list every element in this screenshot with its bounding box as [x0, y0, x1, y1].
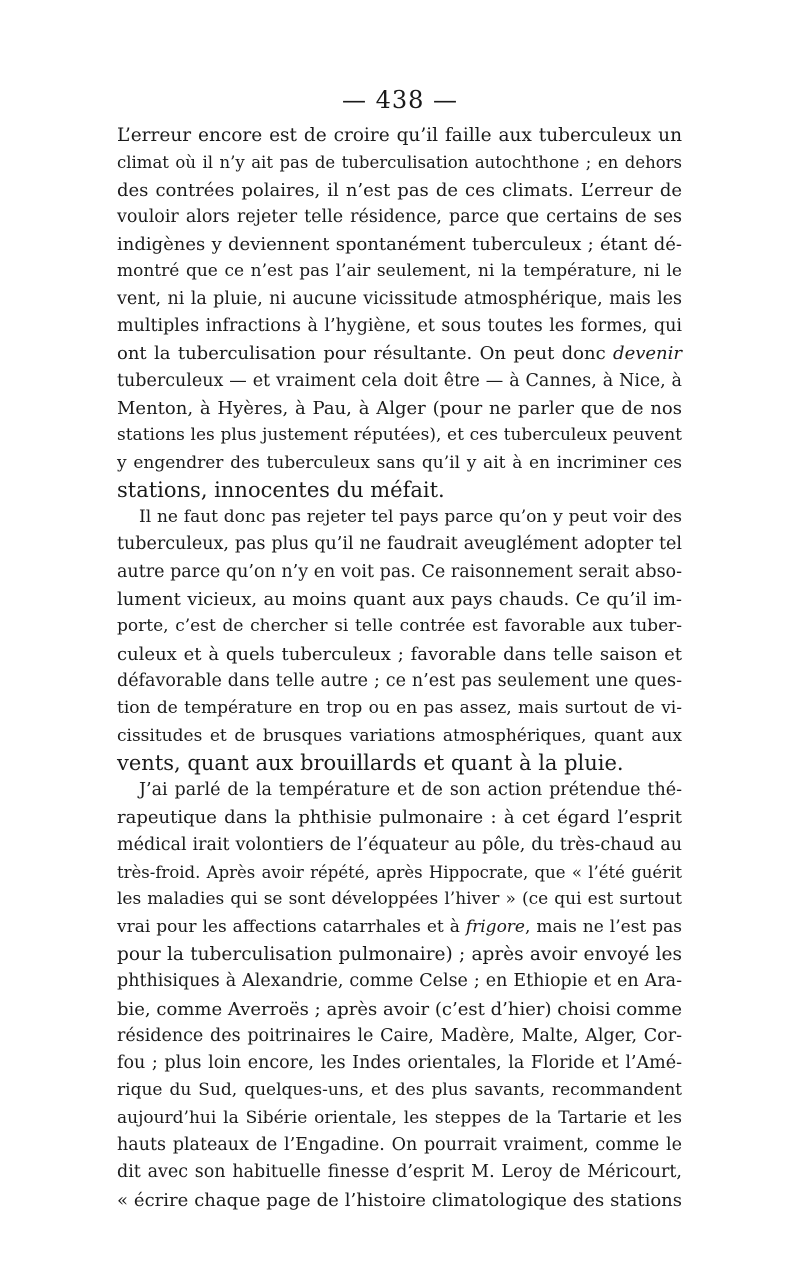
- paragraph: [117, 122, 682, 504]
- text-line: tion de température en trop ou en pas assez, mais surtout de vi-: [117, 698, 682, 719]
- text-line: lument vicieux, au moins quant aux pays chauds. Ce qu’il im-: [117, 589, 682, 611]
- text-line: stations les plus justement réputées), et ces tuberculeux peuvent: [117, 425, 682, 446]
- text-line: autre parce qu’on n’y en voit pas. Ce raisonnement serait abso-: [117, 561, 682, 582]
- text-line: médical irait volontiers de l’équateur au pôle, du très-chaud au: [117, 834, 682, 855]
- text-line: pour la tuberculisation pulmonaire) ; après avoir envoyé les: [117, 943, 682, 965]
- text-line: résidence des poitrinaires le Caire, Madère, Malte, Alger, Cor-: [117, 1025, 682, 1046]
- text-line: rapeutique dans la phthisie pulmonaire : à cet égard l’esprit: [117, 807, 682, 829]
- italic-word: frigore: [465, 916, 525, 937]
- text-line: indigènes y deviennent spontanément tuberculeux ; étant dé-: [117, 234, 682, 256]
- text-line: tuberculeux, pas plus qu’il ne faudrait aveuglément adopter tel: [117, 534, 682, 555]
- text-line: J’ai parlé de la température et de son action prétendue thé-: [139, 780, 682, 801]
- text-line: aujourd’hui la Sibérie orientale, les steppes de la Tartarie et les: [117, 1107, 682, 1128]
- text-line: défavorable dans telle autre ; ce n’est pas seulement une ques-: [117, 670, 682, 691]
- text-line: très-froid. Après avoir répété, après Hippocrate, que « l’été guérit: [117, 863, 682, 883]
- text-line: Menton, à Hyères, à Pau, à Alger (pour ne parler que de nos: [117, 397, 682, 419]
- italic-word: devenir: [613, 343, 682, 365]
- text-line: Il ne faut donc pas rejeter tel pays parce qu’on y peut voir des: [139, 507, 682, 528]
- text-line: L’erreur encore est de croire qu’il faille aux tuberculeux un: [117, 125, 682, 146]
- text-line: des contrées polaires, il n’est pas de ces climats. L’erreur de: [117, 179, 682, 201]
- page-number: — 438 —: [341, 86, 459, 114]
- body-text: [117, 122, 682, 1214]
- text-line: vouloir alors rejeter telle résidence, parce que certains de ses: [117, 206, 682, 227]
- text-line: les maladies qui se sont développées l’hiver » (ce qui est surtout: [117, 889, 682, 910]
- text-line: ont la tuberculisation pour résultante. On peut donc devenir: [117, 343, 682, 365]
- text-line: stations, innocentes du méfait.: [117, 477, 445, 502]
- text-line: vents, quant aux brouillards et quant à la pluie.: [117, 750, 624, 775]
- text-line: climat où il n’y ait pas de tuberculisation autochthone ; en dehors: [117, 153, 682, 173]
- text-line: multiples infractions à l’hygiène, et sous toutes les formes, qui: [117, 316, 682, 337]
- paragraph: [117, 504, 682, 777]
- text-line: vent, ni la pluie, ni aucune vicissitude atmosphérique, mais les: [117, 288, 682, 309]
- text-line: fou ; plus loin encore, les Indes orientales, la Floride et l’Amé-: [117, 1053, 682, 1074]
- text-line: cissitudes et de brusques variations atmosphériques, quant aux: [117, 725, 682, 746]
- text-line: bie, comme Averroës ; après avoir (c’est d’hier) choisi comme: [117, 998, 682, 1020]
- text-line: porte, c’est de chercher si telle contrée est favorable aux tuber-: [117, 616, 682, 637]
- text-line: vrai pour les affections catarrhales et à frigore, mais ne l’est pas: [117, 916, 682, 937]
- text-line: dit avec son habituelle finesse d’esprit M. Leroy de Méricourt,: [117, 1162, 682, 1183]
- text-line: phthisiques à Alexandrie, comme Celse ; en Ethiopie et en Ara-: [117, 971, 682, 992]
- text-line: hauts plateaux de l’Engadine. On pourrait vraiment, comme le: [117, 1134, 682, 1155]
- text-line: y engendrer des tuberculeux sans qu’il y ait à en incriminer ces: [117, 452, 682, 473]
- paragraph: [117, 777, 682, 1214]
- text-line: rique du Sud, quelques-uns, et des plus savants, recommandent: [117, 1080, 682, 1101]
- text-line: culeux et à quels tuberculeux ; favorable dans telle saison et: [117, 643, 682, 665]
- text-line: montré que ce n’est pas l’air seulement, ni la température, ni le: [117, 261, 682, 282]
- text-line: « écrire chaque page de l’histoire climatologique des stations: [117, 1189, 682, 1211]
- text-line: tuberculeux — et vraiment cela doit être — à Cannes, à Nice, à: [117, 370, 682, 391]
